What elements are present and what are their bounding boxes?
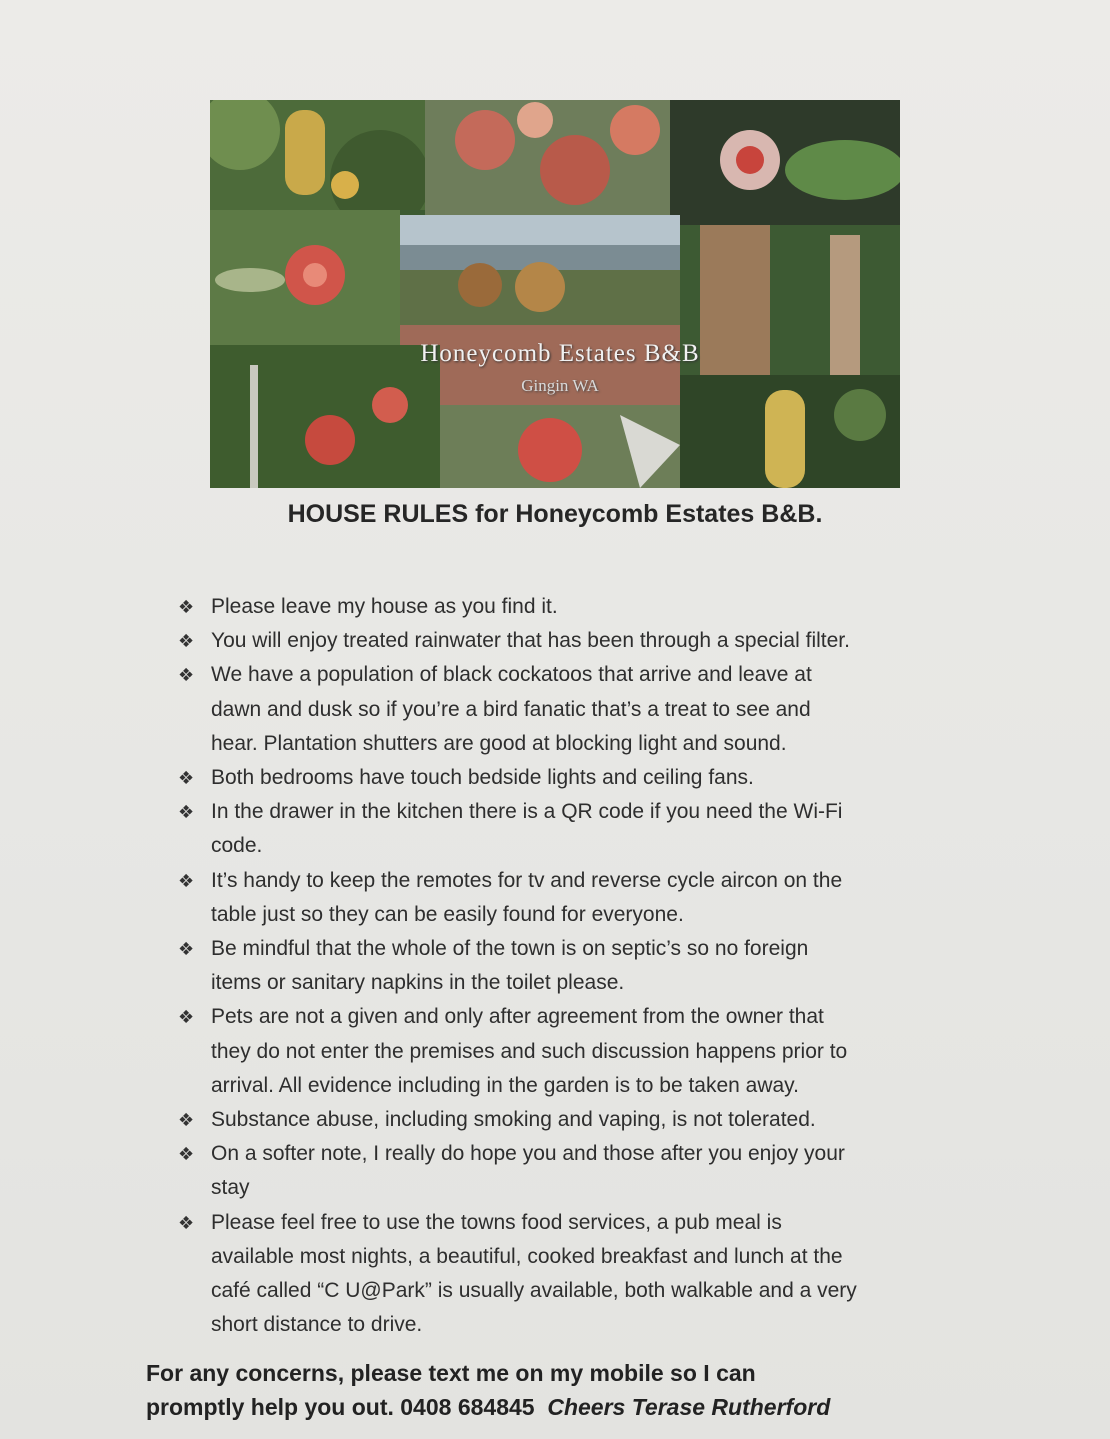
footer-phone-text: promptly help you out. 0408 684845 xyxy=(146,1394,535,1420)
rule-line: We have a population of black cockatoos that arrive and leave at xyxy=(211,663,812,687)
footer-line-2 xyxy=(146,1390,1026,1424)
bullet-icon: ❖ xyxy=(178,597,195,617)
rule-line: Please leave my house as you find it. xyxy=(211,595,558,618)
rule-line: hear. Plantation shutters are good at blocking light and sound. xyxy=(211,731,787,755)
rule-item xyxy=(178,864,978,932)
rule-line: stay xyxy=(211,1176,250,1200)
rule-line: Both bedrooms have touch bedside lights and ceiling fans. xyxy=(211,766,754,790)
footer-signature: Cheers Terase Rutherford xyxy=(547,1394,831,1420)
rule-line: they do not enter the premises and such discussion happens prior to xyxy=(211,1039,848,1063)
grevillea-photo xyxy=(425,100,670,215)
rule-line: On a softer note, I really do hope you and those after you enjoy your xyxy=(211,1142,845,1166)
rule-line: items or sanitary napkins in the toilet please. xyxy=(211,971,625,995)
rule-item xyxy=(178,1000,978,1103)
rule-line: You will enjoy treated rainwater that has been through a special filter. xyxy=(211,629,850,653)
bullet-icon: ❖ xyxy=(178,665,195,686)
rule-item xyxy=(178,1137,978,1205)
rule-line: short distance to drive. xyxy=(211,1313,423,1337)
rule-line: café called “C U@Park” is usually available, both walkable and a very xyxy=(211,1279,857,1303)
rule-line: Pets are not a given and only after agreement from the owner that xyxy=(211,1005,824,1029)
yellow-banksia-photo xyxy=(680,375,900,488)
rule-line: In the drawer in the kitchen there is a QR code if you need the Wi-Fi xyxy=(211,800,843,824)
rule-line: available most nights, a beautiful, cooked breakfast and lunch at the xyxy=(211,1244,843,1268)
rule-item xyxy=(178,761,978,795)
bullet-icon: ❖ xyxy=(178,1110,195,1131)
rule-line: dawn and dusk so if you’re a bird fanatic that’s a treat to see and xyxy=(211,697,811,721)
rule-item xyxy=(178,624,978,658)
bullet-icon: ❖ xyxy=(178,870,195,891)
rule-item xyxy=(178,1206,978,1343)
rule-line: arrival. All evidence including in the garden is to be taken away. xyxy=(211,1073,799,1097)
bullet-icon: ❖ xyxy=(178,768,195,789)
banner-subtitle: Gingin WA xyxy=(521,376,599,395)
banksia-photo xyxy=(210,100,425,210)
red-flower-photo xyxy=(210,210,400,345)
rule-item xyxy=(178,795,978,863)
pink-flower-photo xyxy=(440,405,680,488)
banner-title: Honeycomb Estates B&B xyxy=(420,340,700,367)
rule-item xyxy=(178,932,978,1000)
rule-line: code. xyxy=(211,834,263,858)
footer-line-1: For any concerns, please text me on my mobile so I can xyxy=(146,1360,756,1386)
rule-item xyxy=(178,1103,978,1137)
rule-line: table just so they can be easily found for everyone. xyxy=(211,902,684,926)
rule-line: Substance abuse, including smoking and vaping, is not tolerated. xyxy=(211,1108,816,1132)
rule-line: Be mindful that the whole of the town is on septic’s so no foreign xyxy=(211,937,809,961)
photo-collage xyxy=(210,100,900,488)
bullet-icon: ❖ xyxy=(178,1144,195,1165)
bullet-icon: ❖ xyxy=(178,1212,195,1233)
bullet-icon: ❖ xyxy=(178,802,195,823)
rules-list xyxy=(178,590,978,1342)
footer-contact xyxy=(146,1356,1026,1424)
rule-line: Please feel free to use the towns food services, a pub meal is xyxy=(211,1210,782,1234)
pincushion-flower-photo xyxy=(670,100,900,225)
rule-item xyxy=(178,658,978,761)
rule-item xyxy=(178,590,978,624)
bullet-icon: ❖ xyxy=(178,631,195,652)
rule-line: It’s handy to keep the remotes for tv and reverse cycle aircon on the xyxy=(211,868,843,892)
house-rules-heading: HOUSE RULES for Honeycomb Estates B&B. xyxy=(287,500,823,528)
bullet-icon: ❖ xyxy=(178,1007,195,1028)
bullet-icon: ❖ xyxy=(178,939,195,960)
